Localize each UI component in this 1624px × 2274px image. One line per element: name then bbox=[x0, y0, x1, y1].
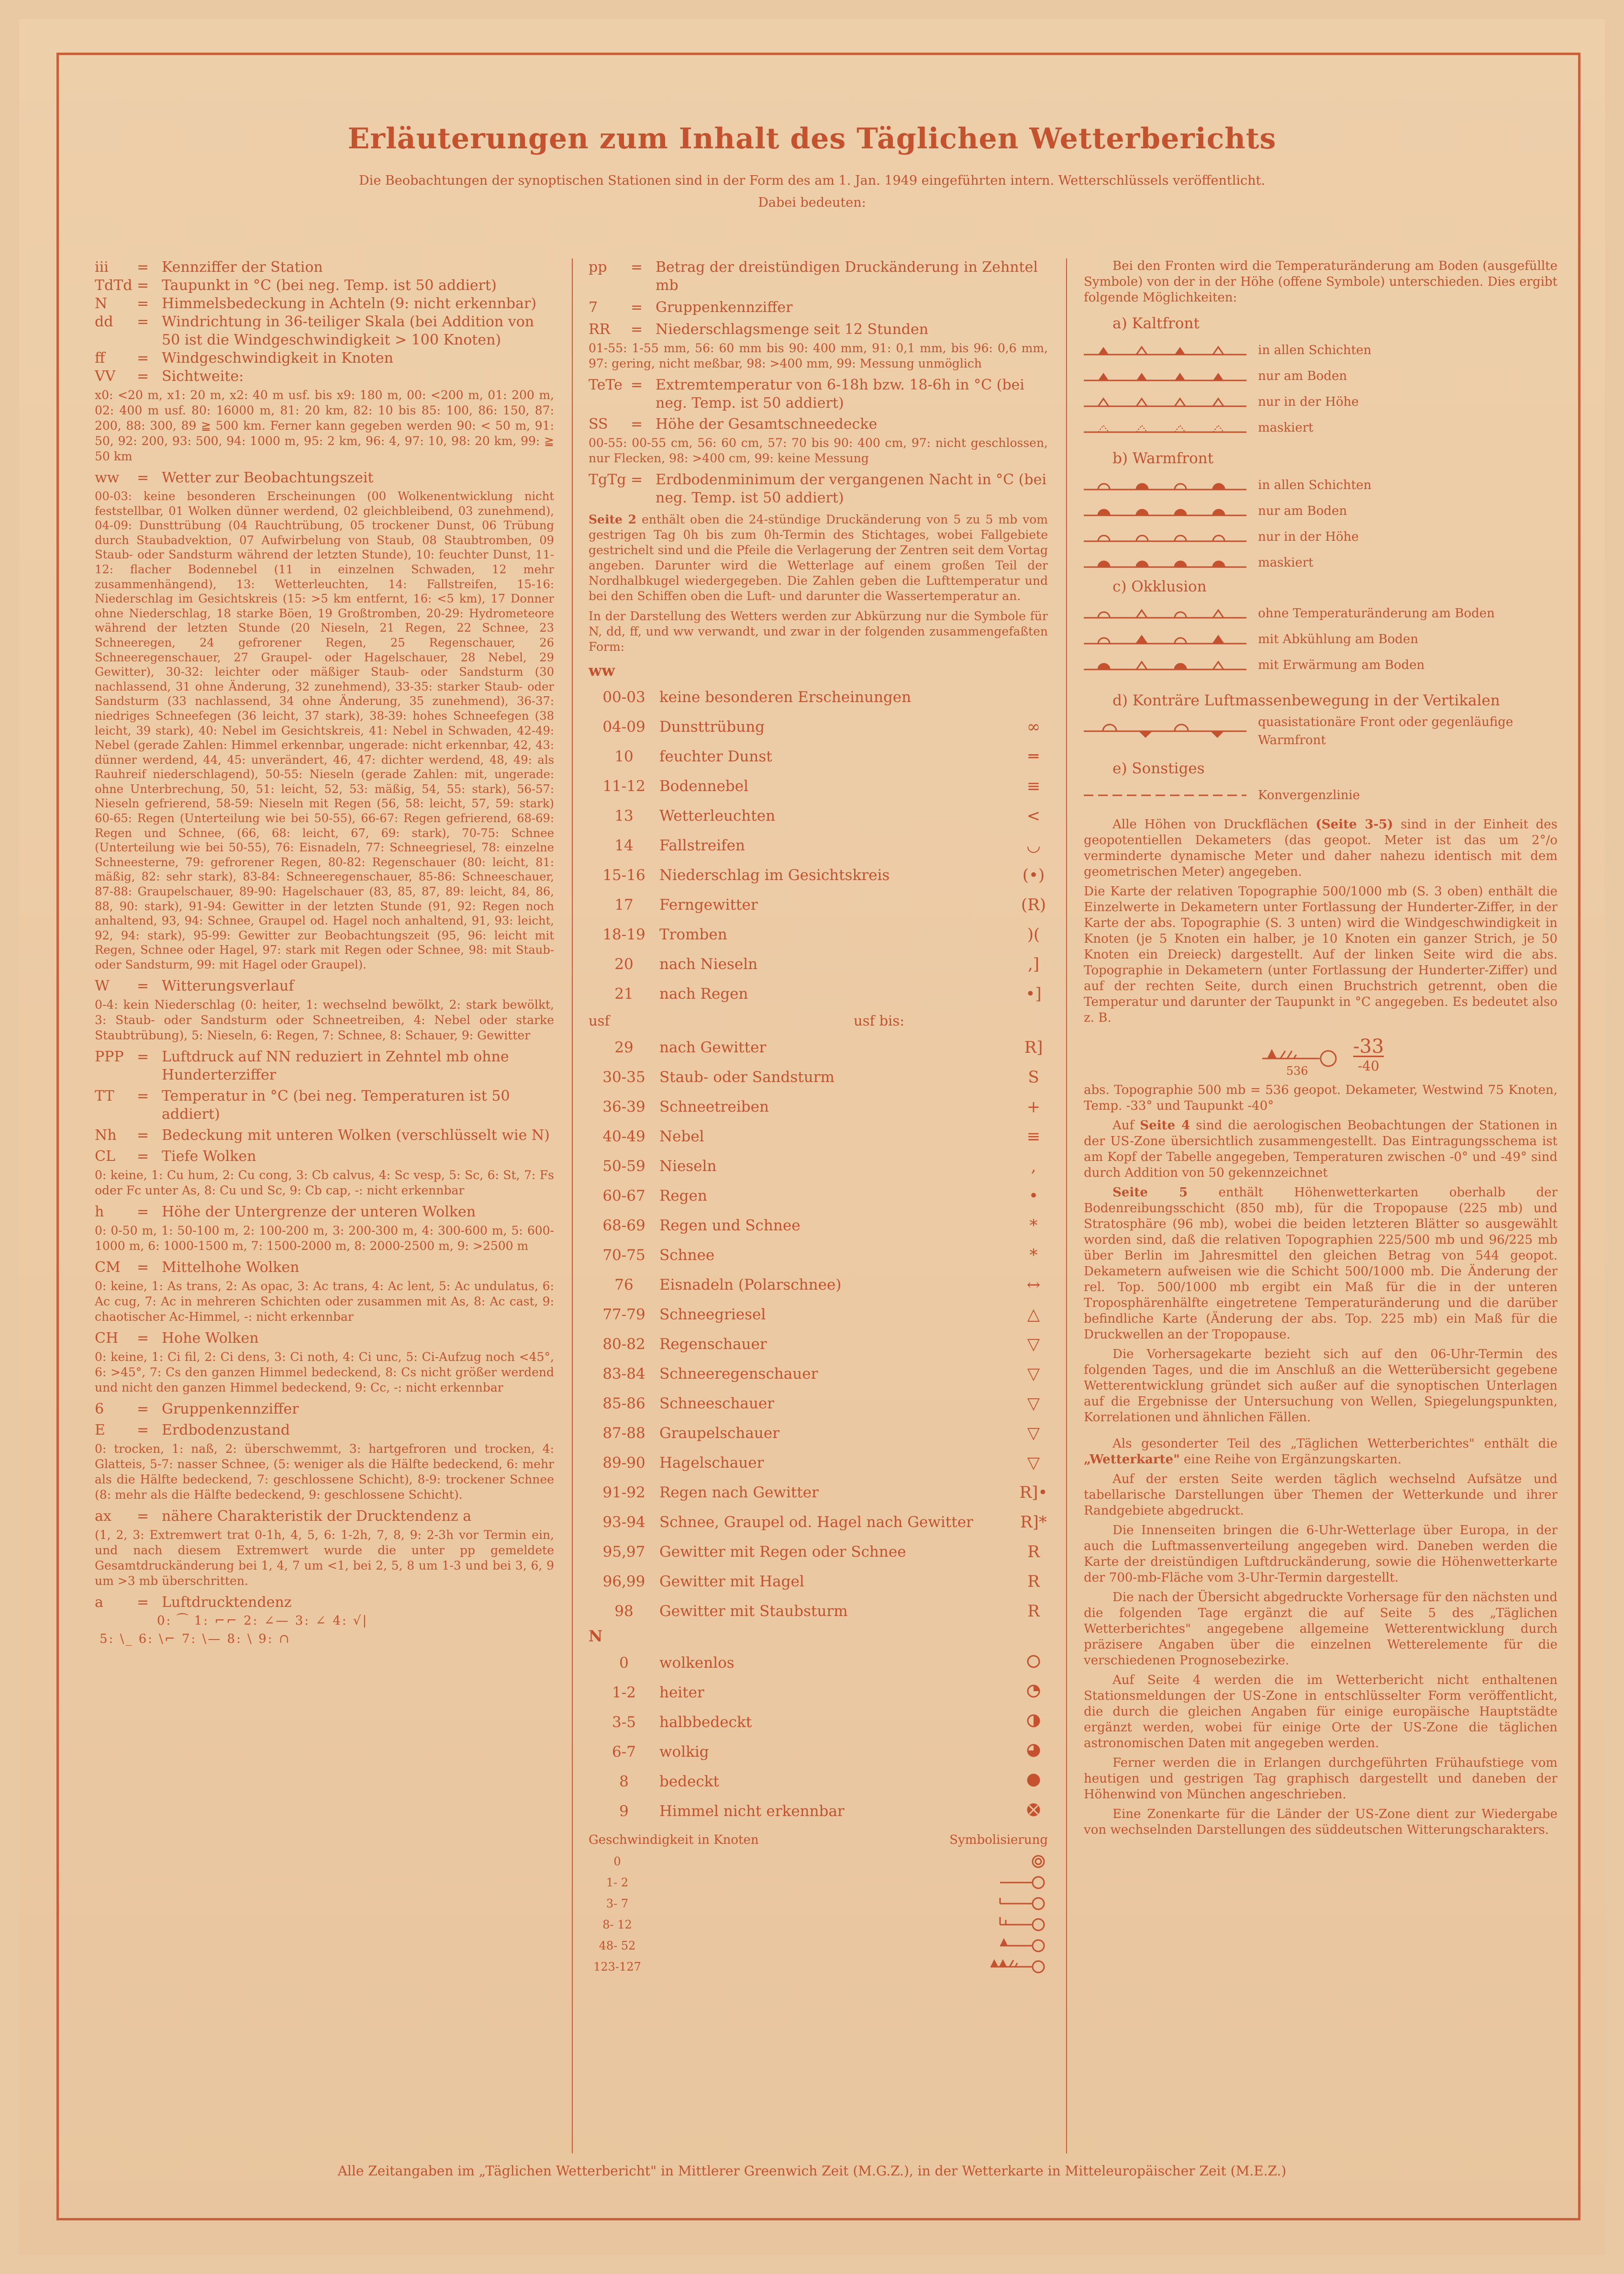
ww-row bbox=[589, 920, 1048, 949]
ww-row bbox=[589, 1389, 1048, 1418]
ww-row bbox=[589, 742, 1048, 771]
front-label: ohne Temperaturänderung am Boden bbox=[1258, 606, 1495, 621]
code-row-pp: pp = Betrag der dreistündigen Druckänderung in Zehntel mb bbox=[589, 259, 1038, 294]
ww-code: 30-35 bbox=[602, 1069, 645, 1086]
station-model-example bbox=[1084, 1030, 1557, 1082]
weather-symbol-icon: R bbox=[1027, 1602, 1040, 1621]
ss-detail: 00-55: 00-55 cm, 56: 60 cm, 57: 70 bis 90: 400 cm, 97: nicht geschlossen, nur Flecken, 98: >400 cm, 99: keine Messung bbox=[589, 436, 1048, 465]
n-text: bedeckt bbox=[659, 1773, 719, 1790]
ww-row bbox=[589, 1270, 1048, 1300]
wind-speed-row bbox=[589, 1872, 1048, 1893]
warm-front-symbol-icon bbox=[1084, 503, 1246, 519]
kalt-front-row bbox=[1084, 415, 1557, 441]
ww-code: 10 bbox=[614, 748, 634, 765]
code-row-tt: TT = Temperatur in °C (bei neg. Temperaturen ist 50 addiert) bbox=[95, 1087, 510, 1123]
ww-text: Nebel bbox=[659, 1128, 704, 1145]
n-text: Himmel nicht erkennbar bbox=[659, 1803, 845, 1820]
kalt-front-symbol-icon bbox=[1084, 420, 1246, 436]
cloud-cover-circle-icon bbox=[1027, 1744, 1040, 1757]
ww-row bbox=[589, 1300, 1048, 1329]
ww-row bbox=[589, 1418, 1048, 1448]
weather-symbol-icon: ═ bbox=[1028, 747, 1039, 766]
code-row-tdtd: TdTd = Taupunkt in °C (bei neg. Temp. ist 50 addiert) bbox=[95, 277, 497, 294]
ww-code: 83-84 bbox=[602, 1365, 645, 1382]
kontraer-row: quasistationäre Front oder gegenläufige Warmfront bbox=[1084, 714, 1557, 748]
front-label: in allen Schichten bbox=[1258, 478, 1372, 492]
ch-detail: 0: keine, 1: Ci fil, 2: Ci dens, 3: Ci noth, 4: Ci unc, 5: Ci-Aufzug noch <45°, 6: >45°, 7: Cs den ganzen Himmel bedeckend, 8: Cs nicht größer werdend und nicht den ganzen Himmel bedeckend, 9: Cc, -: nicht erkennbar bbox=[95, 1349, 554, 1394]
n-code: 3-5 bbox=[612, 1714, 636, 1731]
ww-text: Hagelschauer bbox=[659, 1454, 764, 1471]
weather-symbol-icon: R]• bbox=[1019, 1483, 1048, 1502]
code-row-ww: ww = Wetter zur Beobachtungszeit bbox=[95, 469, 374, 486]
ww-text: Dunsttrübung bbox=[659, 718, 765, 736]
ww-text: Regen und Schnee bbox=[659, 1217, 801, 1234]
weather-symbol-icon: ↔ bbox=[1026, 1275, 1041, 1294]
kaltfront-list bbox=[1084, 337, 1557, 441]
weather-symbol-icon: ▽ bbox=[1027, 1424, 1040, 1443]
ww-code: 98 bbox=[614, 1603, 634, 1620]
kalt-front-symbol-icon bbox=[1084, 342, 1246, 358]
n-code: 0 bbox=[619, 1654, 629, 1672]
weather-symbol-icon: R bbox=[1027, 1572, 1040, 1591]
ww-code: 40-49 bbox=[602, 1128, 645, 1145]
cloud-cover-row bbox=[589, 1678, 1048, 1707]
vorhersage-paragraph: Die Vorhersagekarte bezieht sich auf den 06-Uhr-Termin des folgenden Tages, und die im Anschluß an die Wetterübersicht gegebene Wetterentwicklung gründet sich außer auf die synoptischen Unterlagen auf die Ergebnisse der Untersuchung von Wellen, Spiegelungspunkten, Korrelationen und ähnlichen Fällen. bbox=[1084, 1347, 1557, 1425]
ww-text: Ferngewitter bbox=[659, 896, 758, 914]
wind-speed-row bbox=[589, 1893, 1048, 1914]
weather-symbol-icon: )( bbox=[1027, 925, 1040, 944]
wind-speed-list bbox=[589, 1851, 1048, 1977]
ww-text: Nieseln bbox=[659, 1158, 717, 1175]
speed-value: 3- 7 bbox=[606, 1897, 629, 1910]
okkl-front-row bbox=[1084, 601, 1557, 626]
code-row-tete: TeTe = Extremtemperatur von 6-18h bzw. 18-6h in °C (bei neg. Temp. ist 50 addiert) bbox=[589, 377, 1024, 412]
karte-paragraph: Die Karte der relativen Topographie 500/1000 mb (S. 3 oben) enthält die Einzelwerte in Dekametern unter Fortlassung der Hunderter-Ziffer, in der Karte der abs. Topographie (S. 3 unten) wird die Windgeschwindigkeit in Knoten (je 5 Knoten ein halber, je 10 Knoten ein ganzer Strich, je 50 Knoten ein Dreieck) dargestellt. Auf der linken Seite wird die abs. Topographie in Dekametern (unter Fortlassung der Hunderter-Ziffer) und auf der rechten Seite, durch einen Bruchstrich getrennt, oben die Temperatur und darunter der Taupunkt in °C angegeben. Es bedeutet also z. B. bbox=[1084, 884, 1557, 1025]
speed-value: 1- 2 bbox=[606, 1876, 629, 1889]
ww-row bbox=[589, 1181, 1048, 1211]
cloud-cover-circle-icon bbox=[1027, 1684, 1040, 1698]
n-text: wolkig bbox=[659, 1743, 709, 1761]
ww-row bbox=[589, 831, 1048, 860]
ww-code: 89-90 bbox=[602, 1454, 645, 1471]
innenseiten-paragraph: Die Innenseiten bringen die 6-Uhr-Wetterlage über Europa, in der auch die Luftmassenverteilung angegeben wird. Daneben werden die Karte der dreistündigen Luftdruckänderung, sowie die Höhenwetterkarte der 700-mb-Fläche vom 3-Uhr-Termin dargestellt. bbox=[1084, 1523, 1557, 1585]
weather-symbol-icon: △ bbox=[1027, 1305, 1040, 1324]
n-code: 8 bbox=[619, 1773, 629, 1790]
code-row-cl: CL = Tiefe Wolken bbox=[95, 1148, 256, 1165]
wind-speed-row bbox=[589, 1935, 1048, 1956]
kalt-front-row bbox=[1084, 337, 1557, 363]
wind-barb-icon bbox=[943, 1896, 1048, 1911]
abs-topography-paragraph: abs. Topographie 500 mb = 536 geopot. Dekameter, Westwind 75 Knoten, Temp. -33° und Taupunkt -40° bbox=[1084, 1083, 1557, 1113]
ww-code: 60-67 bbox=[602, 1187, 645, 1204]
convergence-line-symbol bbox=[1084, 787, 1246, 803]
ww-code: 21 bbox=[614, 985, 634, 1003]
ww-text: Staub- oder Sandsturm bbox=[659, 1069, 834, 1086]
n-text: heiter bbox=[659, 1684, 704, 1701]
ww-row bbox=[589, 890, 1048, 920]
ww-text: Regen nach Gewitter bbox=[659, 1484, 819, 1501]
w-detail: 0-4: kein Niederschlag (0: heiter, 1: wechselnd bewölkt, 2: stark bewölkt, 3: Staub- oder Sandsturm oder Schneetreiben, 4: Nebel oder starke Staubtrübung), 5: Nieseln, 6: Regen, 7: Schnee, 8: Schauer, 9: Gewitter bbox=[95, 997, 554, 1042]
ww-text: Schnee, Graupel od. Hagel nach Gewitter bbox=[659, 1514, 973, 1531]
ww-row bbox=[589, 1507, 1048, 1537]
ww-code: 17 bbox=[614, 896, 634, 914]
example-height: 536 bbox=[1286, 1064, 1308, 1078]
ww-text: Gewitter mit Hagel bbox=[659, 1573, 804, 1590]
seite5-paragraph: Seite 5 enthält Höhenwetterkarten oberhalb der Bodenreibungsschicht (850 mb), für die Tropopause (225 mb) und Stratosphäre (96 mb), wobei die beiden letzteren Blätter so ausgewählt worden sind, daß die relativen Topographien 225/500 mb und 96/225 mb über Berlin im Jahresmittel den gleichen Betrag von 544 geopot. Dekametern aufweisen wie die Schicht 500/1000 mb. Die Änderung der rel. Top. 500/1000 mb ergibt ein Maß für die in der unteren Troposphärenhälfte eingetretene Temperaturänderung und die darüber befindliche Karte (Änderung der abs. Top. 225 mb) ein Maß für die Druckwellen an der Tropopause. bbox=[1084, 1185, 1557, 1342]
ww-code: 87-88 bbox=[602, 1425, 645, 1442]
front-label: nur in der Höhe bbox=[1258, 395, 1359, 409]
kontraer-heading: d) Konträre Luftmassenbewegung in der Vertikalen bbox=[1112, 692, 1500, 709]
n-code: 6-7 bbox=[612, 1743, 636, 1761]
n-text: wolkenlos bbox=[659, 1654, 734, 1672]
weather-symbol-icon: ◡ bbox=[1026, 836, 1041, 855]
warm-front-symbol-icon bbox=[1084, 555, 1246, 571]
ww-text: Gewitter mit Staubsturm bbox=[659, 1603, 848, 1620]
cloud-cover-circle-icon bbox=[1027, 1803, 1040, 1817]
ww-row bbox=[589, 712, 1048, 742]
column-right bbox=[1084, 258, 1557, 1842]
ww-code: 70-75 bbox=[602, 1247, 645, 1264]
ww-code: 36-39 bbox=[602, 1098, 645, 1115]
quasistationary-front-symbol bbox=[1084, 723, 1246, 739]
n-text: halbbedeckt bbox=[659, 1714, 752, 1731]
wind-barb-icon bbox=[943, 1938, 1048, 1953]
code-row-ppp: PPP = Luftdruck auf NN reduziert in Zehntel mb ohne Hunderterziffer bbox=[95, 1048, 509, 1083]
cloud-cover-row bbox=[589, 1796, 1048, 1826]
ww-text: Eisnadeln (Polarschnee) bbox=[659, 1276, 842, 1293]
seite4-aero-paragraph: Auf Seite 4 sind die aerologischen Beobachtungen der Stationen in der US-Zone übersichtlich zusammengestellt. Das Eintragungsschema ist am Kopf der Tabelle angegeben, Temperaturen zwischen -0° und -49° sind durch Addition von 50 gekennzeichnet bbox=[1084, 1118, 1557, 1180]
example-fraction: -33 -40 bbox=[1353, 1035, 1384, 1074]
zonenkarte-paragraph: Eine Zonenkarte für die Länder der US-Zone dient zur Wiedergabe von wechselnden Darstellungen des süddeutschen Witterungscharakters. bbox=[1084, 1807, 1557, 1837]
tendency-symbols-row-2: 5: \_ 6: \⌐ 7: \— 8: \ 9: ∩ bbox=[100, 1631, 291, 1646]
kalt-front-row bbox=[1084, 363, 1557, 389]
konvergenz-row: Konvergenzlinie bbox=[1084, 782, 1557, 808]
wind-barb-icon bbox=[943, 1854, 1048, 1869]
intro-line-1: Die Beobachtungen der synoptischen Stationen sind in der Form des am 1. Jan. 1949 eingeführten intern. Wetterschlüssels veröffentlicht. bbox=[359, 173, 1265, 188]
ww-row bbox=[589, 1062, 1048, 1092]
code-row-7: 7 = Gruppenkennziffer bbox=[589, 299, 793, 316]
ax-detail: (1, 2, 3: Extremwert trat 0-1h, 4, 5, 6: 1-2h, 7, 8, 9: 2-3h vor Termin ein, und nach diesem Extremwert wurde die unter pp gemeldete Gesamtdruckänderung bei 1, 4, 7 um <1, bei 2, 5, 8 um 1-3 und bei 3, 6, 9 um >3 mb überschritten. bbox=[95, 1527, 554, 1588]
front-label: maskiert bbox=[1258, 556, 1313, 570]
seite2-paragraph: Seite 2 enthält oben die 24-stündige Druckänderung von 5 zu 5 mb vom gestrigen Tag 0h bis zum 0h-Termin des Stichtages, wobei Fallgebiete gestrichelt sind und die Pfeile die Verlagerung der Zentren seit dem Vortag angeben. Darunter wird die Wetterlage auf einem großen Teil der Nordhalbkugel wiedergegeben. Die Zahlen geben die Lufttemperatur und bei den Schiffen oben die Luft- und darunter die Wassertemperatur an. bbox=[589, 513, 1048, 603]
ww-detail: 00-03: keine besonderen Erscheinungen (00 Wolkenentwicklung nicht feststellbar, 01 Wolken dünner werdend, 02 gleichbleibend, 03 zunehmend), 04-09: Dunsttrübung (04 Rauchtrübung, 05 trockener Dunst, 06 Trübung durch Staubadvektion, 07 Aufwirbelung von Staub, 08 Staubtromben, 09 Staub- oder Sandsturm während der letzten Stunde), 10: feuchter Dunst, 11-12: flacher Bodennebel (11 in einzelnen Schwaden, 12 mehr zusammenhängend), 13: Wetterleuchten, 14: Fallstreifen, 15-16: Niederschlag im Gesichtskreis (15: >5 km entfernt, 16: <5 km), 17 Donner ohne Niederschlag, 18 starke Böen, 19 Großtromben, 20-29: Hydrometeore während der letzten Stunde (20 Nieseln, 21 Regen, 22 Schnee, 23 Schneeregen, 24 gefrorener Regen, 25 Regenschauer, 26 Schneeregenschauer, 27 Graupel- oder Hagelschauer, 28 Nebel, 29 Gewitter), 30-32: leichter oder mäßiger Staub- oder Sandsturm (30 nachlassend, 31 ohne Änderung, 32 zunehmend), 33-35: starker Staub- oder Sandsturm (33 nachlassend, 34 ohne Änderung, 35 zunehmend), 36-37: niedriges Schneefegen (36 leicht, 37 stark), 38-39: hohes Schneefegen (38 leicht, 39 stark), 40: Nebel im Gesichtskreis, 41: Nebel in Schwaden, 42-49: Nebel (gerade Zahlen: Himmel erkennbar, ungerade: nicht erkennbar, 42, 43: dünner werdend, 44, 45: unverändert, 46, 47: dichter werdend, 48, 49: als Rauhreif niederschlagend), 50-55: Nieseln (gerade Zahlen: mit, ungerade: ohne Unterbrechung, 50, 51: leicht, 52, 53: mäßig, 54, 55: stark), 56-57: Nieseln gefrierend, 58-59: Nieseln mit Regen (56, 58: leicht, 57, 59: stark) 60-65: Regen (Unterteilung wie bei 50-55), 66-67: Regen gefrierend, 68-69: Regen und Schnee, (66, 68: leicht, 67, 69: stark), 70-75: Schnee (Unterteilung wie bei 50-55), 76: Eisnadeln, 77: Schneegriesel, 78: einzelne Schneesterne, 79: gefrorener Regen, 80-82: Regenschauer (80: leicht, 81: mäßig, 82: sehr stark), 83-84: Schneeregenschauer, 85-86: Schneeschauer, 87-88: Graupelschauer, 89-90: Hagelschauer (83, 85, 87, 89: leicht, 84, 86, 88, 90: stark), 91-94: Gewitter in der letzten Stunde (91, 92: Regen noch anhaltend, 93, 94: Schnee, Graupel od. Hagel noch anhaltend, 91, 93: leicht, 92, 94: stark), 95-99: Gewitter zur Beobachtungszeit (95, 96: leicht mit Regen, Schnee oder Hagel, 97: stark mit Regen oder Schnee, 98: mit Staub- oder Sandsturm, 99: mit Hagel oder Graupel). bbox=[95, 490, 554, 971]
weather-symbol-icon: ▽ bbox=[1027, 1335, 1040, 1354]
okkl-front-row bbox=[1084, 626, 1557, 652]
okkl-front-symbol-icon bbox=[1084, 605, 1246, 622]
ww-code: 95,97 bbox=[602, 1543, 645, 1561]
weather-symbol-icon: ▽ bbox=[1027, 1394, 1040, 1413]
code-row-n: N = Himmelsbedeckung in Achteln (9: nicht erkennbar) bbox=[95, 295, 537, 312]
ww-heading: ww bbox=[589, 661, 615, 680]
ww-text: Schnee bbox=[659, 1247, 715, 1264]
warm-front-row bbox=[1084, 524, 1557, 550]
column-middle bbox=[589, 258, 1048, 1977]
column-divider-2 bbox=[1066, 258, 1067, 2153]
speed-value: 48- 52 bbox=[599, 1939, 636, 1952]
ww-code: 85-86 bbox=[602, 1395, 645, 1412]
tendency-symbols-row-1: 0: ⁀ 1: ⌐⌐ 2: ∠— 3: ∠ 4: √| bbox=[157, 1613, 368, 1628]
ww-text: Schneetreiben bbox=[659, 1098, 769, 1115]
ww-symbol-list bbox=[589, 682, 1048, 1009]
erste-seite-paragraph: Auf der ersten Seite werden täglich wechselnd Aufsätze und tabellarische Darstellungen über Themen der Wetterkunde und ihrer Randgebiete abgedruckt. bbox=[1084, 1472, 1557, 1518]
ww-code: 00-03 bbox=[602, 689, 645, 706]
warm-front-row bbox=[1084, 498, 1557, 524]
ww-text: Fallstreifen bbox=[659, 837, 745, 854]
speed-value: 8- 12 bbox=[602, 1918, 632, 1931]
ww-code: 29 bbox=[614, 1039, 634, 1056]
ww-code: 20 bbox=[614, 956, 634, 973]
code-row-ch: CH = Hohe Wolken bbox=[95, 1329, 259, 1347]
ww-code: 91-92 bbox=[602, 1484, 645, 1501]
n-code: 9 bbox=[619, 1803, 629, 1820]
code-row-ff: ff = Windgeschwindigkeit in Knoten bbox=[95, 350, 393, 367]
cloud-cover-circle-icon bbox=[1027, 1714, 1040, 1728]
code-row-h: h = Höhe der Untergrenze der unteren Wolken bbox=[95, 1203, 476, 1220]
ww-row bbox=[589, 801, 1048, 831]
column-divider-1 bbox=[572, 258, 573, 2153]
column-left bbox=[95, 258, 554, 1648]
ww-text: Regen bbox=[659, 1187, 707, 1204]
weather-symbol-icon: R]* bbox=[1020, 1513, 1047, 1532]
weather-symbol-icon: * bbox=[1029, 1246, 1038, 1265]
ww-code: 96,99 bbox=[602, 1573, 645, 1590]
weather-symbol-icon: ≡ bbox=[1026, 1127, 1041, 1146]
ww-text: nach Gewitter bbox=[659, 1039, 767, 1056]
page-title: Erläuterungen zum Inhalt des Täglichen Wetterberichts bbox=[347, 122, 1277, 156]
ww-text: Schneeregenschauer bbox=[659, 1365, 818, 1382]
ww-row bbox=[589, 1033, 1048, 1062]
ww-text: Schneeschauer bbox=[659, 1395, 775, 1412]
wind-speed-row bbox=[589, 1956, 1048, 1977]
warm-front-symbol-icon bbox=[1084, 477, 1246, 493]
seite4-stationen-paragraph: Auf Seite 4 werden die im Wetterbericht nicht enthaltenen Stationsmeldungen der US-Zone in entschlüsselter Form veröffentlicht, die durch die gleichen Angaben für einige europäische Hauptstädte ergänzt werden, wobei für einige Orte der US-Zone die täglichen astronomischen Daten mit angegeben werden. bbox=[1084, 1673, 1557, 1750]
wind-barb-icon bbox=[943, 1959, 1048, 1974]
warm-front-symbol-icon bbox=[1084, 529, 1246, 545]
front-label: in allen Schichten bbox=[1258, 343, 1372, 357]
cloud-cover-list bbox=[589, 1648, 1048, 1826]
cloud-cover-row bbox=[589, 1707, 1048, 1737]
front-label: nur am Boden bbox=[1258, 369, 1347, 383]
fronts-intro: Bei den Fronten wird die Temperaturänderung am Boden (ausgefüllte Symbole) von der in der Höhe (offene Symbole) unterschieden. Dies ergibt folgende Möglichkeiten: bbox=[1084, 259, 1557, 305]
ww-code: 11-12 bbox=[602, 778, 645, 795]
code-row-nh: Nh = Bedeckung mit unteren Wolken (verschlüsselt wie N) bbox=[95, 1126, 550, 1144]
weather-symbol-icon: •] bbox=[1025, 984, 1042, 1003]
h-detail: 0: 0-50 m, 1: 50-100 m, 2: 100-200 m, 3: 200-300 m, 4: 300-600 m, 5: 600-1000 m, 6: 1000-1500 m, 7: 1500-2000 m, 8: 2000-2500 m, 9: >2500 m bbox=[95, 1223, 554, 1253]
vorhersage-naechste-paragraph: Die nach der Übersicht abgedruckte Vorhersage für den nächsten und die folgenden Tage ergänzt die auf Seite 5 des „Täglichen Wetterberichtes" angegebene allgemeine Wetterentwicklung durch präzisere Angaben über die einzelnen Wetterelemente für die verschiedenen Prognosebezirke. bbox=[1084, 1590, 1557, 1668]
fruehaufstiege-paragraph: Ferner werden die in Erlangen durchgeführten Frühaufstiege vom heutigen und gestrigen Tag graphisch dargestellt und daneben der Höhenwind von München angeschrieben. bbox=[1084, 1756, 1557, 1802]
kalt-front-row bbox=[1084, 389, 1557, 415]
kaltfront-heading: a) Kaltfront bbox=[1112, 315, 1200, 332]
okkl-front-row bbox=[1084, 652, 1557, 678]
cl-detail: 0: keine, 1: Cu hum, 2: Cu cong, 3: Cb calvus, 4: Sc vesp, 5: Sc, 6: St, 7: Fs oder Fc unter As, 8: Cu und Sc, 9: Cb cap, -: nicht erkennbar bbox=[95, 1168, 554, 1197]
e-detail: 0: trocken, 1: naß, 2: überschwemmt, 3: hartgefroren und trocken, 4: Glatteis, 5-7: nasser Schnee, (5: weniger als die Hälfte bedeckend, 6: mehr als die Hälfte bedeckend, 7: geschlossene Schicht), 8-9: trockener Schnee (8: mehr als die Hälfte bedeckend, 9: geschlossene Schicht). bbox=[95, 1441, 554, 1502]
ww-code: 18-19 bbox=[602, 926, 645, 943]
ww-row bbox=[589, 1537, 1048, 1567]
okkl-front-symbol-icon bbox=[1084, 631, 1246, 647]
code-row-vv: VV = Sichtweite: bbox=[95, 368, 244, 385]
okklusion-heading: c) Okklusion bbox=[1112, 578, 1207, 595]
code-row-6: 6 = Gruppenkennziffer bbox=[95, 1400, 299, 1417]
okkl-front-symbol-icon bbox=[1084, 657, 1246, 673]
ww-row bbox=[589, 979, 1048, 1009]
ww-text: nach Nieseln bbox=[659, 956, 758, 973]
warm-front-row bbox=[1084, 472, 1557, 498]
ww-code: 77-79 bbox=[602, 1306, 645, 1323]
code-row-cm: CM = Mittelhohe Wolken bbox=[95, 1259, 300, 1276]
ww-code: 68-69 bbox=[602, 1217, 645, 1234]
ww-row bbox=[589, 1092, 1048, 1122]
weather-symbol-icon: < bbox=[1026, 806, 1041, 825]
code-row-a: a = Luftdrucktendenz bbox=[95, 1594, 292, 1611]
cloud-cover-circle-icon bbox=[1027, 1655, 1040, 1668]
weather-symbol-icon: (R) bbox=[1021, 895, 1046, 914]
kalt-front-symbol-icon bbox=[1084, 394, 1246, 410]
front-label: mit Abkühlung am Boden bbox=[1258, 632, 1419, 647]
ww-text: Gewitter mit Regen oder Schnee bbox=[659, 1543, 906, 1561]
code-row-iii: iii = Kennziffer der Station bbox=[95, 259, 323, 276]
speed-value: 0 bbox=[613, 1855, 621, 1868]
usf-row: usf usf bis: bbox=[589, 1013, 904, 1029]
code-row-ss: SS = Höhe der Gesamtschneedecke bbox=[589, 416, 878, 433]
wind-speed-row bbox=[589, 1851, 1048, 1872]
weather-symbol-icon: + bbox=[1026, 1097, 1041, 1116]
weather-symbol-icon: ▽ bbox=[1027, 1453, 1040, 1472]
ww-row bbox=[589, 1359, 1048, 1389]
weather-symbol-icon: S bbox=[1028, 1068, 1039, 1087]
ww-code: 13 bbox=[614, 807, 634, 825]
wind-barb-icon bbox=[943, 1917, 1048, 1932]
ww-code: 04-09 bbox=[602, 718, 645, 736]
wind-barb-icon bbox=[943, 1875, 1048, 1890]
gesondert-paragraph: Als gesonderter Teil des „Täglichen Wetterberichtes" enthält die „Wetterkarte" eine Reihe von Ergänzungskarten. bbox=[1084, 1437, 1557, 1467]
weather-symbol-icon: ▽ bbox=[1027, 1364, 1040, 1383]
ww-row bbox=[589, 1151, 1048, 1181]
ww-code: 15-16 bbox=[602, 867, 645, 884]
code-row-ax: ax = nähere Charakteristik der Drucktendenz a bbox=[95, 1507, 472, 1525]
ww-code: 50-59 bbox=[602, 1158, 645, 1175]
ww-text: feuchter Dunst bbox=[659, 748, 772, 765]
weather-symbol-icon: ∞ bbox=[1026, 717, 1041, 736]
intro-line-2: Dabei bedeuten: bbox=[758, 195, 866, 210]
weather-symbol-icon: R] bbox=[1024, 1038, 1043, 1057]
speed-header: Geschwindigkeit in Knoten Symbolisierung bbox=[589, 1833, 1048, 1847]
front-label: maskiert bbox=[1258, 421, 1313, 435]
ww-row bbox=[589, 1478, 1048, 1507]
weather-symbol-icon: ≡ bbox=[1026, 777, 1041, 796]
ww-row bbox=[589, 860, 1048, 890]
ww-row bbox=[589, 1211, 1048, 1240]
ww-code: 76 bbox=[614, 1276, 634, 1293]
n-heading: N bbox=[589, 1627, 603, 1645]
front-label: nur in der Höhe bbox=[1258, 530, 1359, 544]
ww-code: 80-82 bbox=[602, 1336, 645, 1353]
n-code: 1-2 bbox=[612, 1684, 636, 1701]
weather-symbol-icon: • bbox=[1028, 1186, 1039, 1205]
ww-row bbox=[589, 949, 1048, 979]
speed-value: 123-127 bbox=[593, 1960, 641, 1973]
weather-symbol-icon: (•) bbox=[1022, 866, 1045, 885]
cm-detail: 0: keine, 1: As trans, 2: As opac, 3: Ac trans, 4: Ac lent, 5: Ac undulatus, 6: Ac cug, 7: Ac in mehreren Schichten oder zusammen mit As, 8: Ac cast, 9: chaotischer Ac-Himmel, -: nicht erkennbar bbox=[95, 1279, 554, 1324]
ww-text: Tromben bbox=[659, 926, 727, 943]
ww-row bbox=[589, 1240, 1048, 1270]
ww-row bbox=[589, 1567, 1048, 1596]
ww-text: Graupelschauer bbox=[659, 1425, 779, 1442]
kalt-front-symbol-icon bbox=[1084, 368, 1246, 384]
front-label: nur am Boden bbox=[1258, 504, 1347, 518]
ww-row bbox=[589, 1448, 1048, 1478]
ww-row bbox=[589, 1596, 1048, 1626]
darstellung-paragraph: In der Darstellung des Wetters werden zur Abkürzung nur die Symbole für N, dd, ff, und ww verwandt, und zwar in der folgenden zusammengefaßten Form: bbox=[589, 609, 1048, 654]
ww-symbol-list-2 bbox=[589, 1033, 1048, 1626]
vv-detail: x0: <20 m, x1: 20 m, x2: 40 m usf. bis x9: 180 m, 00: <200 m, 01: 200 m, 02: 400 m usf. 80: 16000 m, 81: 20 km, 82: 10 bis 85: 100, 86: 150, 87: 200, 88: 300, 89 ≧ 500 km. Ferner kann gegeben werden 90: < 50 m, 91: 50, 92: 200, 93: 500, 94: 1000 m, 95: 2 km, 96: 4, 97: 10, 98: 20 km, 99: ≧ 50 km bbox=[95, 388, 554, 463]
weather-symbol-icon: , bbox=[1031, 1157, 1036, 1176]
cloud-cover-row bbox=[589, 1648, 1048, 1678]
weather-symbol-icon: ,] bbox=[1027, 955, 1040, 974]
code-row-w: W = Witterungsverlauf bbox=[95, 977, 294, 994]
example-wind-barb bbox=[1257, 1035, 1353, 1078]
ww-text: nach Regen bbox=[659, 985, 748, 1003]
front-label: mit Erwärmung am Boden bbox=[1258, 658, 1425, 672]
warmfront-heading: b) Warmfront bbox=[1112, 450, 1214, 467]
ww-code: 93-94 bbox=[602, 1514, 645, 1531]
footer-note: Alle Zeitangaben im „Täglichen Wetterbericht" in Mittlerer Greenwich Zeit (M.G.Z.), in der Wetterkarte in Mitteleuropäischer Zeit (M.E.Z.) bbox=[337, 2163, 1287, 2179]
ww-text: Regenschauer bbox=[659, 1336, 767, 1353]
rr-detail: 01-55: 1-55 mm, 56: 60 mm bis 90: 400 mm, 91: 0,1 mm, bis 96: 0,6 mm, 97: gering, nicht meßbar, 98: >400 mm, 99: Messung unmöglich bbox=[589, 341, 1048, 370]
ww-row bbox=[589, 1329, 1048, 1359]
warmfront-list bbox=[1084, 472, 1557, 576]
ww-text: Schneegriesel bbox=[659, 1306, 766, 1323]
code-row-e: E = Erdbodenzustand bbox=[95, 1421, 290, 1438]
okklusion-list bbox=[1084, 601, 1557, 678]
cloud-cover-row bbox=[589, 1737, 1048, 1767]
weather-symbol-icon: * bbox=[1029, 1216, 1038, 1235]
weather-symbol-icon: R bbox=[1027, 1542, 1040, 1561]
code-row-tgtg: TgTg = Erdbodenminimum der vergangenen Nacht in °C (bei neg. Temp. ist 50 addiert) bbox=[589, 471, 1046, 506]
ww-row bbox=[589, 771, 1048, 801]
ww-text: Niederschlag im Gesichtskreis bbox=[659, 867, 890, 884]
ww-text: Bodennebel bbox=[659, 778, 749, 795]
ww-code: 14 bbox=[614, 837, 634, 854]
wind-speed-row bbox=[589, 1914, 1048, 1935]
code-row-rr: RR = Niederschlagsmenge seit 12 Stunden bbox=[589, 321, 929, 338]
cloud-cover-circle-icon bbox=[1027, 1773, 1040, 1787]
cloud-cover-row bbox=[589, 1767, 1048, 1796]
sonstiges-heading: e) Sonstiges bbox=[1112, 760, 1205, 777]
ww-text: Wetterleuchten bbox=[659, 807, 776, 825]
ww-text: keine besonderen Erscheinungen bbox=[659, 689, 912, 706]
warm-front-row bbox=[1084, 550, 1557, 576]
ww-row bbox=[589, 682, 1048, 712]
hoehen-paragraph: Alle Höhen von Druckflächen (Seite 3-5) sind in der Einheit des geopotentiellen Dekameters (das geopot. Meter ist das um 2°/o verminderte dynamische Meter und daher nahezu identisch mit dem geometrischen Meter) angegeben. bbox=[1084, 817, 1557, 879]
ww-row bbox=[589, 1122, 1048, 1151]
code-row-dd: dd = Windrichtung in 36-teiliger Skala (bei Addition von 50 ist die Windgeschwindigkeit > 100 Knoten) bbox=[95, 313, 534, 348]
